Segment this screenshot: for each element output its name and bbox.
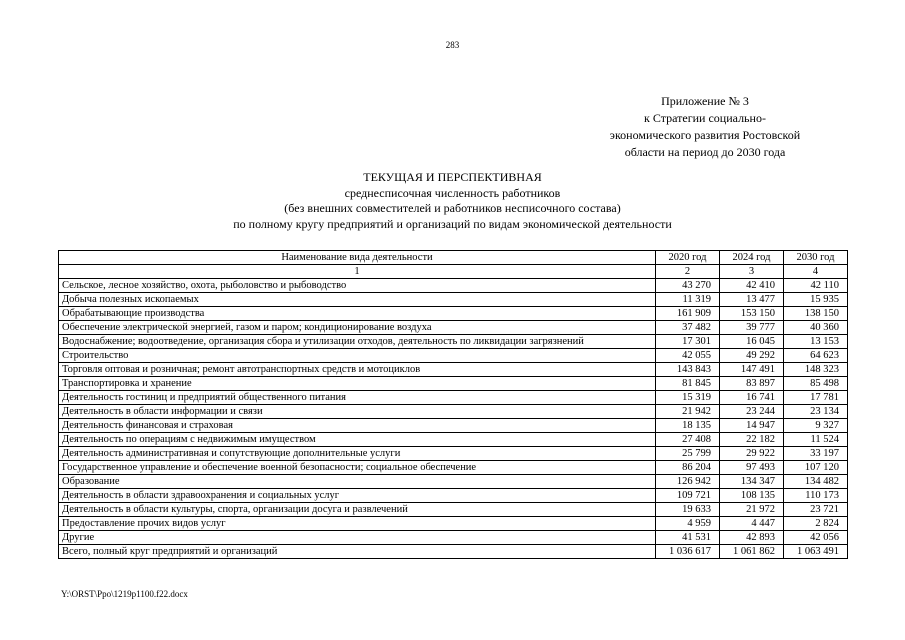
title-main: ТЕКУЩАЯ И ПЕРСПЕКТИВНАЯ: [363, 170, 542, 184]
table-row: [59, 489, 848, 503]
employment-table: [58, 250, 848, 559]
value-2020-cell: 17 301: [656, 335, 720, 349]
value-2030-cell: 17 781: [784, 391, 848, 405]
activity-name-cell: Торговля оптовая и розничная; ремонт автотранспортных средств и мотоциклов: [59, 363, 656, 377]
value-2024-cell: 21 972: [720, 503, 784, 517]
value-2020-cell: 11 319: [656, 293, 720, 307]
index-cell: 3: [720, 265, 784, 279]
value-2024-cell: 16 741: [720, 391, 784, 405]
value-2020-cell: 25 799: [656, 447, 720, 461]
value-2024-cell: 4 447: [720, 517, 784, 531]
activity-name-cell: Деятельность в области здравоохранения и социальных услуг: [59, 489, 656, 503]
activity-name-cell: Деятельность в области культуры, спорта, организации досуга и развлечений: [59, 503, 656, 517]
activity-name-cell: Государственное управление и обеспечение военной безопасности; социальное обеспечение: [59, 461, 656, 475]
value-2030-cell: 107 120: [784, 461, 848, 475]
activity-name-cell: Добыча полезных ископаемых: [59, 293, 656, 307]
activity-name-cell: Обрабатывающие производства: [59, 307, 656, 321]
value-2020-cell: 81 845: [656, 377, 720, 391]
value-2020-cell: 161 909: [656, 307, 720, 321]
activity-name-cell: Деятельность по операциям с недвижимым имуществом: [59, 433, 656, 447]
value-2020-cell: 27 408: [656, 433, 720, 447]
table-row: [59, 335, 848, 349]
value-2024-cell: 29 922: [720, 447, 784, 461]
value-2030-cell: 148 323: [784, 363, 848, 377]
table-row: [59, 475, 848, 489]
value-2020-cell: 43 270: [656, 279, 720, 293]
value-2030-cell: 9 327: [784, 419, 848, 433]
activity-name-cell: Транспортировка и хранение: [59, 377, 656, 391]
activity-name-cell: Образование: [59, 475, 656, 489]
table-row: [59, 433, 848, 447]
value-2020-cell: 86 204: [656, 461, 720, 475]
value-2030-cell: 1 063 491: [784, 545, 848, 559]
value-2024-cell: 42 893: [720, 531, 784, 545]
value-2020-cell: 1 036 617: [656, 545, 720, 559]
table-row: [59, 503, 848, 517]
value-2020-cell: 15 319: [656, 391, 720, 405]
value-2030-cell: 11 524: [784, 433, 848, 447]
table-row: [59, 517, 848, 531]
value-2020-cell: 42 055: [656, 349, 720, 363]
value-2024-cell: 42 410: [720, 279, 784, 293]
value-2030-cell: 33 197: [784, 447, 848, 461]
value-2024-cell: 153 150: [720, 307, 784, 321]
table-row: [59, 293, 848, 307]
index-cell: 2: [656, 265, 720, 279]
value-2020-cell: 37 482: [656, 321, 720, 335]
header-2020: 2020 год: [656, 251, 720, 265]
value-2030-cell: 138 150: [784, 307, 848, 321]
value-2030-cell: 64 623: [784, 349, 848, 363]
value-2030-cell: 13 153: [784, 335, 848, 349]
value-2024-cell: 22 182: [720, 433, 784, 447]
activity-name-cell: Деятельность финансовая и страховая: [59, 419, 656, 433]
value-2020-cell: 41 531: [656, 531, 720, 545]
table-row: [59, 321, 848, 335]
value-2030-cell: 110 173: [784, 489, 848, 503]
activity-name-cell: Деятельность административная и сопутствующие дополнительные услуги: [59, 447, 656, 461]
header-activity: Наименование вида деятельности: [59, 251, 656, 265]
table-row: [59, 447, 848, 461]
value-2024-cell: 1 061 862: [720, 545, 784, 559]
table-row: [59, 279, 848, 293]
value-2030-cell: 23 134: [784, 405, 848, 419]
document-title: [0, 170, 905, 232]
value-2020-cell: 143 843: [656, 363, 720, 377]
value-2024-cell: 23 244: [720, 405, 784, 419]
value-2024-cell: 13 477: [720, 293, 784, 307]
title-subtitle-2: (без внешних совместителей и работников несписочного состава): [284, 201, 621, 215]
value-2020-cell: 126 942: [656, 475, 720, 489]
value-2030-cell: 15 935: [784, 293, 848, 307]
value-2024-cell: 39 777: [720, 321, 784, 335]
table-row: [59, 377, 848, 391]
value-2030-cell: 42 110: [784, 279, 848, 293]
value-2030-cell: 23 721: [784, 503, 848, 517]
activity-name-cell: Водоснабжение; водоотведение, организация сбора и утилизации отходов, деятельность по ликвидации загрязнений: [59, 335, 656, 349]
value-2024-cell: 134 347: [720, 475, 784, 489]
value-2024-cell: 108 135: [720, 489, 784, 503]
value-2024-cell: 14 947: [720, 419, 784, 433]
value-2030-cell: 85 498: [784, 377, 848, 391]
value-2030-cell: 42 056: [784, 531, 848, 545]
table-row: [59, 461, 848, 475]
index-cell: 1: [59, 265, 656, 279]
table-index-row: [59, 265, 848, 279]
activity-name-cell: Строительство: [59, 349, 656, 363]
value-2020-cell: 109 721: [656, 489, 720, 503]
value-2024-cell: 16 045: [720, 335, 784, 349]
appendix-line-3: экономического развития Ростовской: [609, 128, 801, 142]
value-2024-cell: 83 897: [720, 377, 784, 391]
title-subtitle-3: по полному кругу предприятий и организаций по видам экономической деятельности: [233, 216, 672, 231]
appendix-line-1: Приложение № 3: [661, 94, 749, 108]
value-2024-cell: 147 491: [720, 363, 784, 377]
value-2030-cell: 2 824: [784, 517, 848, 531]
table-row: [59, 363, 848, 377]
header-2024: 2024 год: [720, 251, 784, 265]
table-row: [59, 531, 848, 545]
appendix-line-4: области на период до 2030 года: [624, 145, 786, 159]
appendix-note: [560, 93, 850, 161]
table-body: [59, 265, 848, 559]
table-row: [59, 545, 848, 559]
value-2030-cell: 40 360: [784, 321, 848, 335]
activity-name-cell: Другие: [59, 531, 656, 545]
index-cell: 4: [784, 265, 848, 279]
table-row: [59, 307, 848, 321]
page-number: 283: [445, 40, 460, 50]
appendix-line-2: к Стратегии социально-: [644, 111, 766, 125]
title-subtitle-1: среднесписочная численность работников: [344, 185, 561, 200]
value-2024-cell: 49 292: [720, 349, 784, 363]
activity-name-cell: Деятельность гостиниц и предприятий общественного питания: [59, 391, 656, 405]
table-row: [59, 405, 848, 419]
value-2020-cell: 21 942: [656, 405, 720, 419]
value-2020-cell: 4 959: [656, 517, 720, 531]
activity-name-cell: Сельское, лесное хозяйство, охота, рыболовство и рыбоводство: [59, 279, 656, 293]
value-2020-cell: 19 633: [656, 503, 720, 517]
table-row: [59, 349, 848, 363]
value-2024-cell: 97 493: [720, 461, 784, 475]
activity-name-cell: Предоставление прочих видов услуг: [59, 517, 656, 531]
activity-name-cell: Всего, полный круг предприятий и организаций: [59, 545, 656, 559]
activity-name-cell: Обеспечение электрической энергией, газом и паром; кондиционирование воздуха: [59, 321, 656, 335]
file-path: Y:\ORST\Ppo\1219p1100.f22.docx: [61, 589, 188, 599]
value-2030-cell: 134 482: [784, 475, 848, 489]
header-2030: 2030 год: [784, 251, 848, 265]
table-header-row: [59, 251, 848, 265]
table-row: [59, 419, 848, 433]
value-2020-cell: 18 135: [656, 419, 720, 433]
table-row: [59, 391, 848, 405]
activity-name-cell: Деятельность в области информации и связи: [59, 405, 656, 419]
